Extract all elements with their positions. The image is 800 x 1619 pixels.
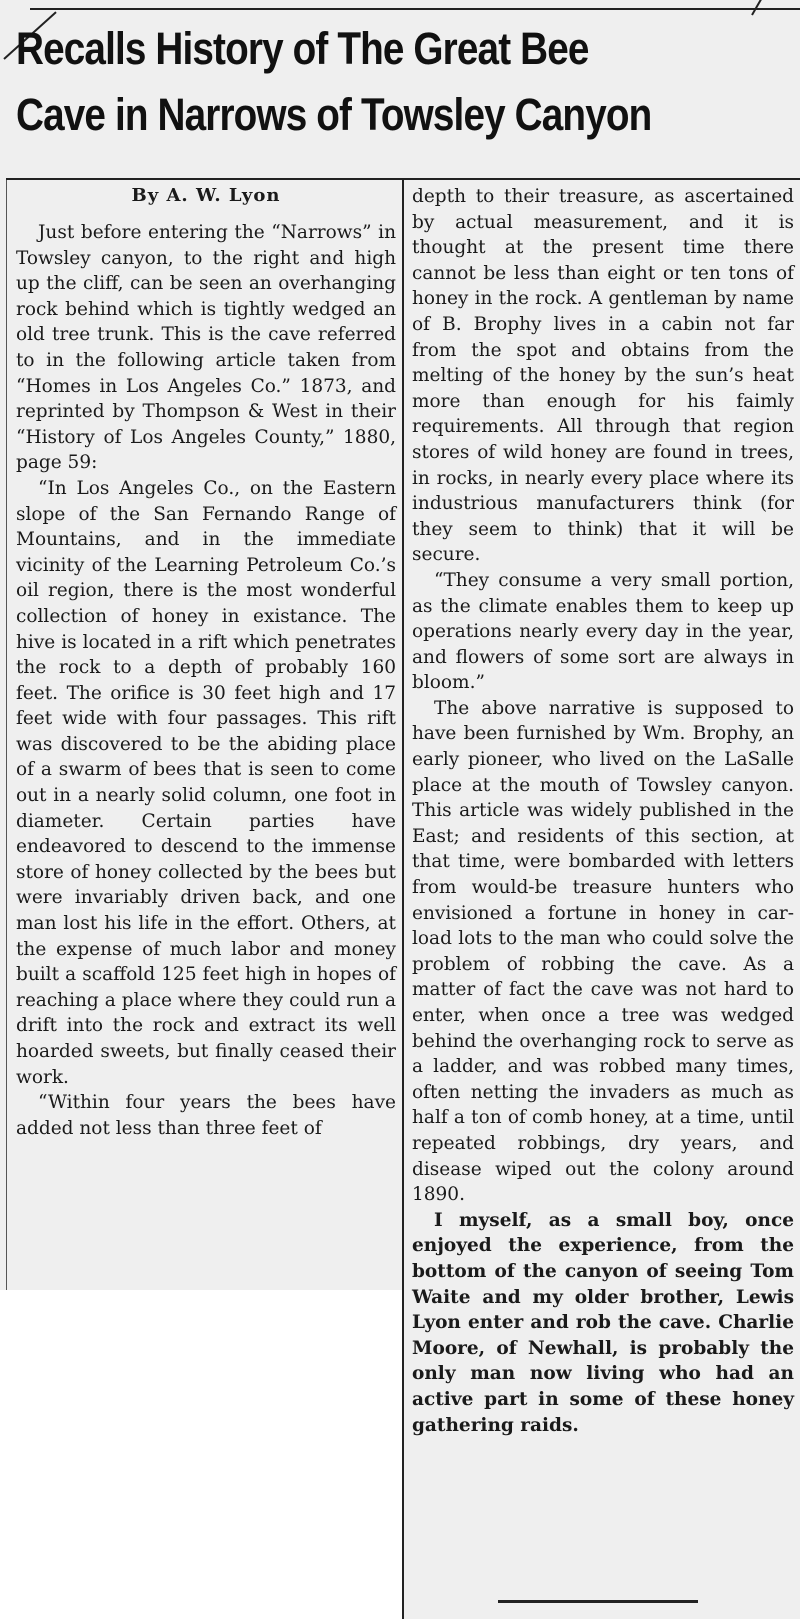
paragraph: I myself, as a small boy, once enjoyed the experience, from the bottom of the canyon of seeing Tom Waite and my older brother, Lewis Lyon enter and rob the cave. Charlie Moore, of Newhall, is probably the only man now living who had an active part in some of these honey gathering raids.	[412, 1209, 794, 1436]
top-rule	[30, 8, 800, 10]
end-rule	[498, 1600, 698, 1603]
paragraph: depth to their treasure, as ascertained by actual measurement, and it is thought at the present time there cannot be less than eight or ten tons of honey in the rock. A gentleman by name of B. Brophy lives in a cabin not far from the spot and obtains from the melting of the honey by the sun’s heat more than enough for his faimly requirements. All through that region stores of wild honey are found in trees, in rocks, in nearly every place where its industrious manufacturers think (for they seem to think) that it will be secure.	[412, 186, 794, 566]
byline: By A. W. Lyon	[131, 185, 281, 206]
headline	[16, 16, 687, 148]
left-column	[16, 180, 396, 1141]
paragraph: “They consume a very small portion, as the climate enables them to keep up operations nearly every day in the year, and flowers of some sort are always in bloom.”	[412, 569, 794, 694]
left-edge-rule	[6, 180, 7, 1290]
headline-line-2: Cave in Narrows of Towsley Canyon	[16, 89, 652, 140]
right-column	[412, 184, 794, 1438]
paragraph: The above narrative is supposed to have been furnished by Wm. Brophy, an early pioneer, who lived on the LaSalle place at the mouth of Towsley canyon. This article was widely published in the East; and residents of this section, at that time, were bombarded with letters from would-be treasure hunters who envisioned a fortune in honey in car-load lots to the man who could solve the problem of robbing the cave. As a matter of fact the cave was not hard to enter, when once a tree was wedged behind the overhanging rock to serve as a ladder, and was robbed many times, often netting the invaders as much as half a ton of comb honey, at a time, until repeated robbings, dry years, and disease wiped out the colony around 1890.	[412, 697, 794, 1206]
paragraph: “Within four years the bees have added not less than three feet of	[16, 1092, 396, 1139]
paragraph: “In Los Angeles Co., on the Eastern slope of the San Fernando Range of Mountains, and in the immediate vicinity of the Learning Petroleum Co.’s oil region, there is the most wonderful collection of honey in existance. The hive is located in a rift which penetrates the rock to a depth of probably 160 feet. The orifice is 30 feet high and 17 feet wide with four passages. This rift was discovered to be the abiding place of a swarm of bees that is seen to come out in a nearly solid column, one foot in diameter. Certain parties have endeavored to descend to the immense store of honey collected by the bees but were invariably driven back, and one man lost his life in the effort. Others, at the expense of much labor and money built a scaffold 125 feet high in hopes of reaching a place where they could run a drift into the rock and extract its well hoarded sweets, but finally ceased their work.	[16, 477, 396, 1088]
paragraph: Just before entering the “Narrows” in Towsley canyon, to the right and high up the cliff, can be seen an overhanging rock behind which is tightly wedged an old tree trunk. This is the cave referred to in the following article taken from “Homes in Los Angeles Co.” 1873, and reprinted by Thompson & West in their “History of Los Angeles County,” 1880, page 59:	[16, 222, 396, 474]
column-divider	[402, 180, 404, 1619]
headline-line-1: Recalls History of The Great Bee	[16, 23, 589, 74]
